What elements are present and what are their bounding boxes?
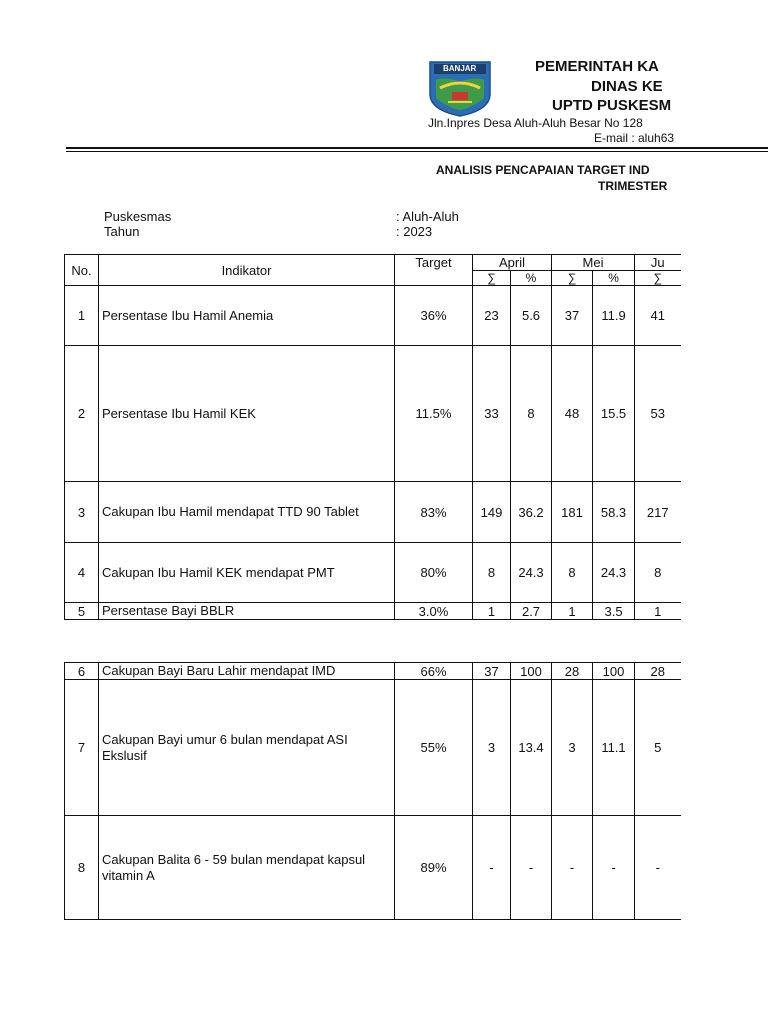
row-mei-sum: 28 — [552, 663, 593, 680]
header-pct: % — [511, 271, 552, 286]
letterhead-address: Jln.Inpres Desa Aluh-Aluh Besar No 128 — [428, 116, 643, 130]
report-subtitle: TRIMESTER — [598, 179, 668, 193]
row-mei-sum: 1 — [552, 603, 593, 620]
row-mei-sum: 3 — [552, 680, 593, 816]
table-row — [65, 346, 681, 482]
row-april-sum: 1 — [473, 603, 511, 620]
row-april-pct: 24.3 — [511, 543, 552, 603]
row-mei-pct: 11.9 — [593, 286, 635, 346]
table-row — [65, 603, 681, 620]
row-target: 83% — [395, 482, 473, 543]
row-no: 8 — [65, 816, 99, 920]
row-mei-pct: 100 — [593, 663, 635, 680]
row-juni-sum: 5 — [635, 680, 681, 816]
row-mei-sum: 181 — [552, 482, 593, 543]
row-indikator: Cakupan Ibu Hamil KEK mendapat PMT — [99, 543, 395, 603]
logo-text: BANJAR — [443, 64, 477, 73]
row-no: 3 — [65, 482, 99, 543]
row-juni-sum: 217 — [635, 482, 681, 543]
header-rule-thick — [66, 147, 768, 149]
header-month-mei: Mei — [552, 255, 635, 271]
row-juni-sum: 1 — [635, 603, 681, 620]
row-no: 5 — [65, 603, 99, 620]
puskesmas-value: : Aluh-Aluh — [396, 209, 459, 224]
header-sigma: ∑ — [552, 271, 593, 286]
row-april-sum: - — [473, 816, 511, 920]
row-mei-sum: - — [552, 816, 593, 920]
row-april-pct: 5.6 — [511, 286, 552, 346]
row-juni-sum: 28 — [635, 663, 681, 680]
row-indikator: Persentase Ibu Hamil Anemia — [99, 286, 395, 346]
row-april-pct: 36.2 — [511, 482, 552, 543]
row-juni-sum: 53 — [635, 346, 681, 482]
row-mei-sum: 37 — [552, 286, 593, 346]
row-april-sum: 8 — [473, 543, 511, 603]
tahun-label: Tahun — [104, 224, 140, 239]
row-no: 2 — [65, 346, 99, 482]
letterhead-line-2: DINAS KE — [591, 78, 663, 95]
letterhead-line-1: PEMERINTAH KA — [535, 58, 659, 75]
table-row — [65, 543, 681, 603]
row-mei-pct: 24.3 — [593, 543, 635, 603]
table-row — [65, 680, 681, 816]
report-title: ANALISIS PENCAPAIAN TARGET IND — [436, 163, 650, 177]
row-target: 11.5% — [395, 346, 473, 482]
tahun-value: : 2023 — [396, 224, 433, 239]
header-rule-thin — [66, 151, 768, 152]
row-juni-sum: - — [635, 816, 681, 920]
row-mei-pct: 58.3 — [593, 482, 635, 543]
row-mei-sum: 8 — [552, 543, 593, 603]
header-month-april: April — [473, 255, 552, 271]
row-mei-pct: 15.5 — [593, 346, 635, 482]
header-pct: % — [593, 271, 635, 286]
row-juni-sum: 8 — [635, 543, 681, 603]
row-indikator: Persentase Ibu Hamil KEK — [99, 346, 395, 482]
letterhead-line-3: UPTD PUSKESM — [552, 97, 672, 114]
row-april-sum: 149 — [473, 482, 511, 543]
table-row — [65, 482, 681, 543]
row-april-pct: - — [511, 816, 552, 920]
row-april-sum: 3 — [473, 680, 511, 816]
row-mei-sum: 48 — [552, 346, 593, 482]
row-target: 80% — [395, 543, 473, 603]
table-row — [65, 816, 681, 920]
header-month-juni: Ju — [635, 255, 681, 271]
row-april-sum: 33 — [473, 346, 511, 482]
header-sigma: ∑ — [635, 271, 681, 286]
row-april-sum: 23 — [473, 286, 511, 346]
row-target: 3.0% — [395, 603, 473, 620]
row-mei-pct: 3.5 — [593, 603, 635, 620]
row-indikator: Cakupan Ibu Hamil mendapat TTD 90 Tablet — [99, 482, 395, 543]
indicator-table-2 — [64, 662, 681, 920]
header-indikator: Indikator — [99, 255, 395, 286]
row-mei-pct: 11.1 — [593, 680, 635, 816]
row-target: 89% — [395, 816, 473, 920]
row-april-pct: 2.7 — [511, 603, 552, 620]
header-target: Target — [395, 255, 473, 286]
row-juni-sum: 41 — [635, 286, 681, 346]
row-target: 55% — [395, 680, 473, 816]
row-april-pct: 13.4 — [511, 680, 552, 816]
row-indikator: Cakupan Bayi umur 6 bulan mendapat ASI Ekslusif — [99, 680, 395, 816]
row-indikator: Persentase Bayi BBLR — [99, 603, 395, 620]
row-indikator: Cakupan Bayi Baru Lahir mendapat IMD — [99, 663, 395, 680]
row-april-sum: 37 — [473, 663, 511, 680]
row-target: 66% — [395, 663, 473, 680]
row-indikator: Cakupan Balita 6 - 59 bulan mendapat kapsul vitamin A — [99, 816, 395, 920]
row-no: 6 — [65, 663, 99, 680]
header-no: No. — [65, 255, 99, 286]
row-no: 4 — [65, 543, 99, 603]
header-sigma: ∑ — [473, 271, 511, 286]
letterhead-email: E-mail : aluh63 — [594, 131, 675, 145]
indicator-table-1 — [64, 254, 681, 620]
row-mei-pct: - — [593, 816, 635, 920]
table-row — [65, 286, 681, 346]
row-april-pct: 8 — [511, 346, 552, 482]
puskesmas-label: Puskesmas — [104, 209, 172, 224]
row-april-pct: 100 — [511, 663, 552, 680]
row-target: 36% — [395, 286, 473, 346]
table-row — [65, 663, 681, 680]
row-no: 7 — [65, 680, 99, 816]
row-no: 1 — [65, 286, 99, 346]
logo — [426, 58, 494, 118]
table-header-row-1 — [65, 255, 681, 271]
